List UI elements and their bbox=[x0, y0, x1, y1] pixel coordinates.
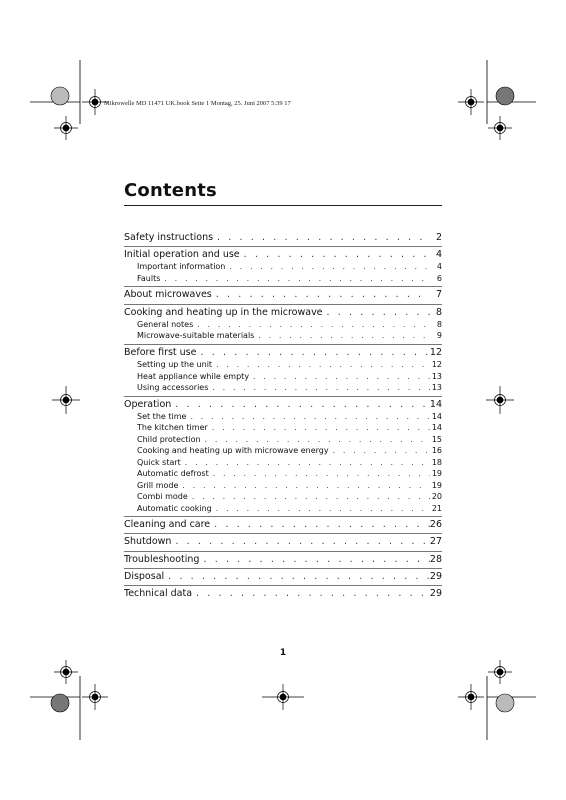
registration-circle-icon bbox=[496, 87, 514, 105]
section-divider bbox=[124, 246, 442, 247]
leader-dots bbox=[171, 536, 429, 548]
crosshair-icon bbox=[488, 116, 512, 140]
toc-entry[interactable] bbox=[124, 399, 442, 411]
print-info-line: Mikrowelle MD 11471 UK.book Seite 1 Montag, 25. Juni 2007 5:39 17 bbox=[104, 100, 291, 107]
toc-subentry-label: Combi mode bbox=[137, 492, 188, 502]
leader-dots bbox=[209, 468, 430, 480]
toc-subentry[interactable] bbox=[124, 319, 442, 331]
toc-subentry[interactable] bbox=[124, 411, 442, 423]
toc-entry-page: 8 bbox=[435, 306, 442, 318]
toc-entry-label: Initial operation and use bbox=[124, 249, 240, 261]
leader-dots bbox=[254, 330, 430, 342]
toc-subentry[interactable] bbox=[124, 503, 442, 515]
toc-entry-page: 2 bbox=[435, 232, 442, 243]
leader-dots bbox=[240, 249, 430, 261]
toc-entry-label: Cooking and heating up in the microwave bbox=[124, 306, 323, 318]
toc-entry-page: 29 bbox=[429, 570, 442, 582]
toc-subentry-page: 19 bbox=[431, 469, 442, 479]
toc-entry-page: 26 bbox=[429, 519, 442, 531]
toc-subentry[interactable] bbox=[124, 273, 442, 285]
toc-subentry[interactable] bbox=[124, 445, 442, 457]
section-divider bbox=[124, 344, 442, 345]
section-divider bbox=[124, 286, 442, 287]
toc-entry[interactable] bbox=[124, 554, 442, 566]
crosshair-icon bbox=[262, 684, 304, 710]
section-divider bbox=[124, 585, 442, 586]
toc-subentry-page: 16 bbox=[431, 446, 442, 456]
toc-subentry[interactable] bbox=[124, 261, 442, 273]
toc-subentry-label: Microwave-suitable materials bbox=[137, 331, 255, 341]
toc-subentry-label: Heat appliance while empty bbox=[137, 371, 250, 381]
leader-dots bbox=[225, 261, 430, 273]
toc-subentry[interactable] bbox=[124, 371, 442, 383]
toc-subentry-page: 15 bbox=[431, 434, 442, 444]
leader-dots bbox=[160, 273, 430, 285]
toc-subentry-label: General notes bbox=[137, 319, 194, 329]
toc-entry[interactable] bbox=[124, 307, 442, 319]
toc-entry-page: 14 bbox=[429, 398, 442, 410]
toc-subentry-label: Using accessories bbox=[137, 383, 209, 393]
toc-subentry[interactable] bbox=[124, 382, 442, 394]
toc-subentry-label: Automatic cooking bbox=[137, 503, 212, 513]
toc-subentry-page: 4 bbox=[436, 262, 442, 272]
toc-entry[interactable] bbox=[124, 289, 442, 301]
toc-subentry-label: Cooking and heating up with microwave energy bbox=[137, 446, 329, 456]
leader-dots bbox=[199, 554, 429, 566]
page-number: 1 bbox=[279, 648, 287, 658]
toc-subentry[interactable] bbox=[124, 491, 442, 503]
toc-entry-page: 12 bbox=[429, 346, 442, 358]
leader-dots bbox=[181, 457, 430, 469]
toc-subentry-label: Quick start bbox=[137, 457, 181, 467]
toc-subentry-label: Automatic defrost bbox=[137, 469, 209, 479]
section-divider bbox=[124, 568, 442, 569]
leader-dots bbox=[201, 434, 430, 446]
section-divider bbox=[124, 551, 442, 552]
leader-dots bbox=[212, 359, 430, 371]
leader-dots bbox=[196, 347, 429, 359]
toc-entry-label: Operation bbox=[124, 398, 172, 410]
table-of-contents bbox=[124, 232, 442, 600]
toc-entry-label: Before first use bbox=[124, 346, 197, 358]
toc-entry[interactable] bbox=[124, 249, 442, 261]
toc-subentry-label: Faults bbox=[137, 273, 161, 283]
leader-dots bbox=[164, 571, 430, 583]
toc-subentry[interactable] bbox=[124, 359, 442, 371]
toc-subentry-label: The kitchen timer bbox=[137, 423, 208, 433]
section-divider bbox=[124, 516, 442, 517]
toc-subentry-page: 13 bbox=[431, 371, 442, 381]
toc-entry-page: 4 bbox=[435, 249, 442, 261]
page-title: Contents bbox=[124, 180, 217, 201]
section-divider bbox=[124, 304, 442, 305]
toc-subentry[interactable] bbox=[124, 480, 442, 492]
section-divider bbox=[124, 396, 442, 397]
toc-entry-label: Troubleshooting bbox=[124, 553, 200, 565]
leader-dots bbox=[212, 289, 430, 301]
toc-subentry-page: 6 bbox=[436, 273, 442, 283]
leader-dots bbox=[171, 399, 430, 411]
toc-subentry-page: 18 bbox=[431, 457, 442, 467]
toc-entry-page: 7 bbox=[435, 289, 442, 301]
toc-subentry-page: 9 bbox=[436, 331, 442, 341]
toc-subentry-page: 14 bbox=[431, 411, 442, 421]
toc-subentry-page: 19 bbox=[431, 480, 442, 490]
toc-subentry-page: 12 bbox=[431, 360, 442, 370]
title-divider bbox=[124, 205, 442, 206]
toc-entry[interactable] bbox=[124, 588, 442, 600]
toc-subentry-label: Child protection bbox=[137, 434, 201, 444]
leader-dots bbox=[178, 480, 430, 492]
leader-dots bbox=[193, 319, 430, 331]
leader-dots bbox=[208, 382, 430, 394]
toc-subentry[interactable] bbox=[124, 330, 442, 342]
leader-dots bbox=[188, 491, 430, 503]
toc-subentry-label: Setting up the unit bbox=[137, 360, 213, 370]
toc-subentry[interactable] bbox=[124, 457, 442, 469]
leader-dots bbox=[208, 422, 430, 434]
toc-entry-label: Technical data bbox=[124, 588, 193, 600]
registration-circle-icon bbox=[51, 87, 69, 105]
crosshair-icon bbox=[82, 684, 108, 710]
toc-entry[interactable] bbox=[124, 536, 442, 548]
toc-subentry-label: Grill mode bbox=[137, 480, 179, 490]
toc-subentry[interactable] bbox=[124, 422, 442, 434]
leader-dots bbox=[186, 411, 430, 423]
toc-entry-label: Shutdown bbox=[124, 536, 172, 548]
toc-entry-label: Disposal bbox=[124, 570, 165, 582]
toc-entry-label: Safety instructions bbox=[124, 232, 214, 243]
toc-subentry-page: 8 bbox=[436, 319, 442, 329]
toc-subentry-page: 14 bbox=[431, 423, 442, 433]
leader-dots bbox=[210, 519, 430, 531]
crosshair-icon bbox=[458, 684, 484, 710]
toc-entry[interactable] bbox=[124, 232, 442, 244]
leader-dots bbox=[323, 307, 430, 319]
leader-dots bbox=[213, 232, 430, 244]
leader-dots bbox=[192, 588, 430, 600]
toc-entry-page: 27 bbox=[429, 536, 442, 548]
toc-subentry-label: Set the time bbox=[137, 411, 187, 421]
toc-subentry-page: 21 bbox=[431, 503, 442, 513]
crosshair-icon bbox=[458, 89, 484, 115]
toc-subentry-label: Important information bbox=[137, 262, 226, 272]
toc-subentry[interactable] bbox=[124, 468, 442, 480]
leader-dots bbox=[249, 371, 430, 383]
leader-dots bbox=[212, 503, 430, 515]
registration-circle-icon bbox=[496, 694, 514, 712]
toc-entry[interactable] bbox=[124, 571, 442, 583]
crosshair-icon bbox=[52, 386, 80, 414]
crosshair-icon bbox=[54, 660, 78, 684]
toc-entry[interactable] bbox=[124, 519, 442, 531]
section-divider bbox=[124, 533, 442, 534]
toc-entry[interactable] bbox=[124, 347, 442, 359]
toc-subentry-page: 20 bbox=[431, 492, 442, 502]
toc-entry-label: Cleaning and care bbox=[124, 519, 211, 531]
toc-subentry-page: 13 bbox=[431, 383, 442, 393]
registration-circle-icon bbox=[51, 694, 69, 712]
leader-dots bbox=[329, 445, 430, 457]
crosshair-icon bbox=[486, 386, 514, 414]
crosshair-icon bbox=[54, 116, 78, 140]
toc-entry-label: About microwaves bbox=[124, 289, 212, 301]
toc-entry-page: 29 bbox=[429, 588, 442, 600]
crosshair-icon bbox=[488, 660, 512, 684]
toc-subentry[interactable] bbox=[124, 434, 442, 446]
toc-entry-page: 28 bbox=[429, 553, 442, 565]
